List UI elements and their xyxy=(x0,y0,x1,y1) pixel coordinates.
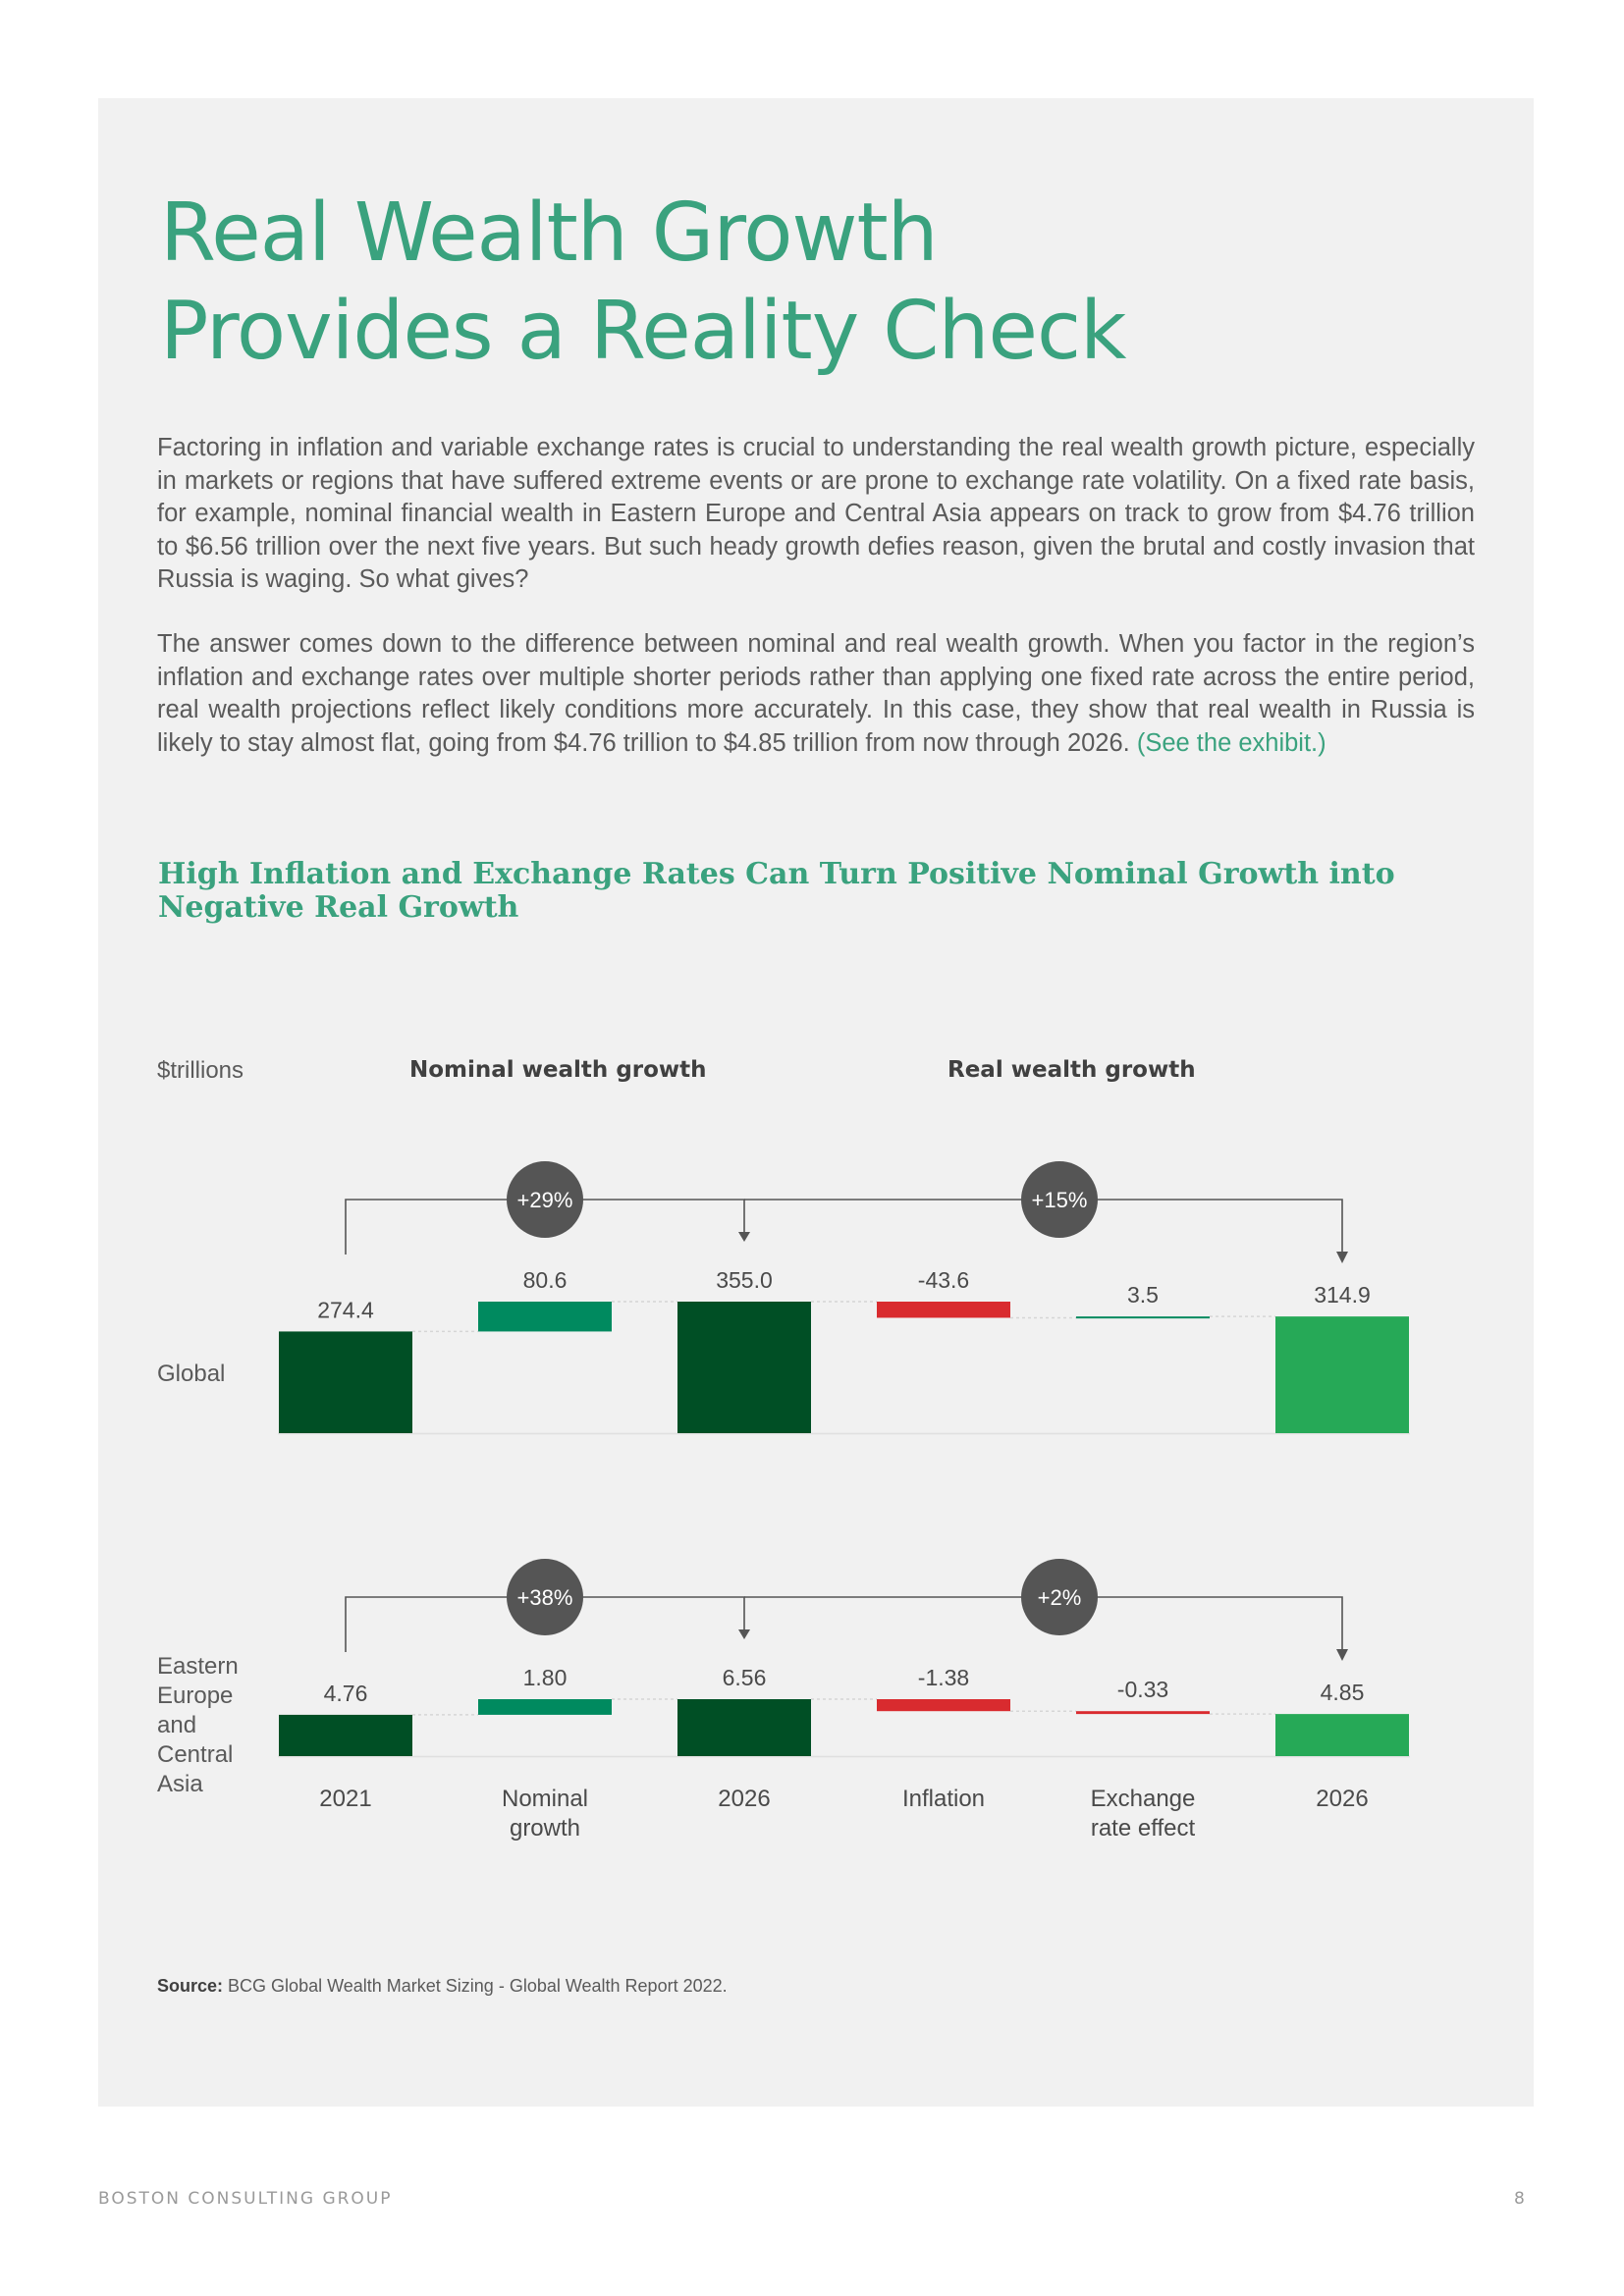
value-label-global-0: 274.4 xyxy=(317,1297,374,1323)
category-label-1-0: Nominal xyxy=(501,1786,589,1812)
real-growth-badge-text-eastern-europe: +2% xyxy=(1037,1585,1082,1610)
value-label-global-3: -43.6 xyxy=(917,1267,970,1293)
row-label-ee-line-4: Central xyxy=(157,1741,234,1768)
units-label: $trillions xyxy=(157,1057,244,1084)
chart-title: High Inflation and Exchange Rates Can Turn Positive Nominal Growth into Negative Real Growth xyxy=(158,857,1395,925)
category-label-0-0: 2021 xyxy=(319,1786,372,1812)
row-label-ee-line-3: and xyxy=(157,1712,197,1738)
paragraph-2-text: The answer comes down to the difference between nominal and real wealth growth. When you factor in the region’s inflation and exchange rates over multiple shorter periods rather than applying one fixed rate across the entire period, real wealth projections reflect likely conditions more accurately. In this case, they show that real wealth in Russia is likely to stay almost flat, going from $4.76 trillion to $4.85 trillion from now through 2026. xyxy=(157,630,1475,757)
value-label-global-2: 355.0 xyxy=(716,1267,773,1293)
bar-global-0 xyxy=(279,1331,412,1433)
bar-global-5 xyxy=(1275,1316,1409,1433)
footer-brand: BOSTON CONSULTING GROUP xyxy=(98,2189,393,2209)
value-label-global-4: 3.5 xyxy=(1127,1282,1159,1308)
bar-eastern-europe-2 xyxy=(677,1699,811,1756)
source-note xyxy=(157,1976,728,1997)
row-label-ee-line-1: Eastern xyxy=(157,1653,239,1680)
real-growth-badge-text-global: +15% xyxy=(1031,1188,1088,1212)
title-line-2: Provides a Reality Check xyxy=(160,285,1126,378)
see-exhibit-link[interactable]: (See the exhibit.) xyxy=(1136,728,1326,757)
category-label-1-1: growth xyxy=(509,1815,581,1842)
nominal-wealth-growth-header: Nominal wealth growth xyxy=(409,1057,707,1083)
nominal-arrow-eastern-europe xyxy=(738,1629,750,1639)
row-label-ee-line-2: Europe xyxy=(157,1682,234,1709)
bar-global-2 xyxy=(677,1302,811,1433)
bar-global-4 xyxy=(1076,1316,1210,1318)
real-arrow-global xyxy=(1336,1252,1348,1263)
value-label-eastern-europe-1: 1.80 xyxy=(522,1665,568,1690)
category-label-4-0: Exchange xyxy=(1090,1786,1196,1812)
intro-paragraph-1: Factoring in inflation and variable exchange rates is crucial to understanding the real wealth growth picture, especially in markets or regions that have suffered extreme events or are prone to exchange rate volatility. On a fixed rate basis, for example, nominal financial wealth in Eastern Europe and Central Asia appears on track to grow from $4.76 trillion to $6.56 trillion over the next five years. But such heady growth defies reason, given the brutal and costly invasion that Russia is waging. So what gives? xyxy=(157,434,1475,593)
value-label-eastern-europe-0: 4.76 xyxy=(323,1680,368,1706)
bar-global-3 xyxy=(877,1302,1010,1317)
title-line-1: Real Wealth Growth xyxy=(160,187,938,280)
row-label-ee-line-5: Asia xyxy=(157,1771,203,1797)
source-text: BCG Global Wealth Market Sizing - Global Wealth Report 2022. xyxy=(228,1976,728,1996)
real-wealth-growth-header: Real wealth growth xyxy=(947,1057,1196,1083)
value-label-eastern-europe-2: 6.56 xyxy=(722,1665,767,1690)
value-label-eastern-europe-3: -1.38 xyxy=(917,1665,970,1690)
source-label: Source: xyxy=(157,1976,224,1996)
bar-global-1 xyxy=(478,1302,612,1331)
value-label-eastern-europe-4: -0.33 xyxy=(1116,1677,1169,1703)
category-label-3-0: Inflation xyxy=(901,1786,986,1812)
category-label-4-1: rate effect xyxy=(1090,1815,1196,1842)
real-arrow-eastern-europe xyxy=(1336,1649,1348,1661)
bar-eastern-europe-3 xyxy=(877,1699,1010,1711)
value-label-global-1: 80.6 xyxy=(522,1267,568,1293)
category-label-5-0: 2026 xyxy=(1316,1786,1369,1812)
nominal-growth-badge-text-eastern-europe: +38% xyxy=(516,1585,573,1610)
nominal-arrow-global xyxy=(738,1232,750,1242)
page-number: 8 xyxy=(1514,2189,1525,2209)
row-label-global-line: Global xyxy=(157,1361,226,1387)
value-label-eastern-europe-5: 4.85 xyxy=(1320,1680,1365,1706)
bar-eastern-europe-5 xyxy=(1275,1714,1409,1756)
bar-eastern-europe-0 xyxy=(279,1715,412,1756)
nominal-growth-badge-text-global: +29% xyxy=(516,1188,573,1212)
bar-eastern-europe-1 xyxy=(478,1699,612,1715)
bar-eastern-europe-4 xyxy=(1076,1711,1210,1714)
category-label-2-0: 2026 xyxy=(718,1786,771,1812)
value-label-global-5: 314.9 xyxy=(1314,1282,1371,1308)
